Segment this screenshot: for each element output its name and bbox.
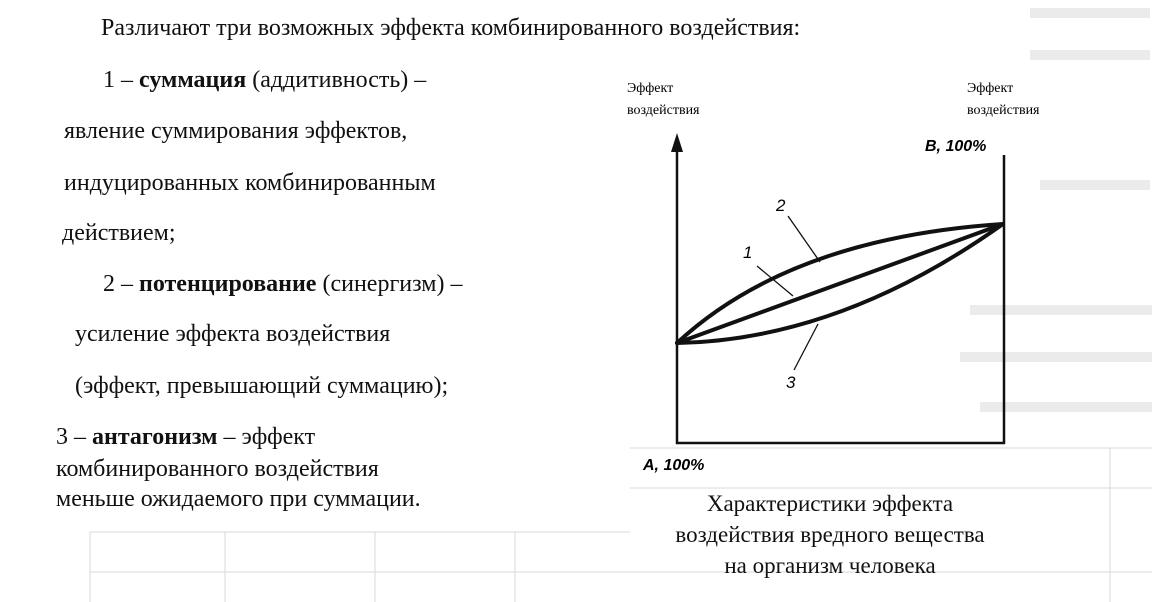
curve-1-summation	[677, 224, 1003, 343]
curve-1-label: 1	[743, 243, 753, 262]
item-1-line: явление суммирования эффектов,	[64, 118, 408, 144]
item-2-heading	[103, 270, 462, 298]
intro-text: Различают три возможных эффекта комбинированного воздействия:	[101, 15, 801, 41]
item-1-heading	[103, 66, 426, 94]
caption-line: Характеристики эффекта	[706, 491, 954, 516]
left-axis-arrowhead	[671, 133, 683, 152]
item-3-line: комбинированного воздействия	[56, 456, 379, 482]
curve-3-leader	[794, 324, 818, 370]
item-3-term: антагонизм	[92, 424, 218, 450]
figure-caption	[600, 488, 1060, 581]
item-3-rest: – эффект	[223, 424, 316, 450]
item-3-line: меньше ожидаемого при суммации.	[56, 486, 421, 512]
right-axis-label-line-1: Эффект	[967, 81, 1014, 96]
item-1-number: 1 –	[103, 67, 133, 93]
right-axis-label-line-2: воздействия	[967, 103, 1040, 118]
item-1-term: суммация	[139, 67, 247, 93]
left-axis-label-line-2: воздействия	[627, 103, 700, 118]
item-2-line: (эффект, превышающий суммацию);	[75, 373, 449, 399]
caption-line: на организм человека	[724, 553, 936, 578]
item-2-rest: (синергизм) –	[322, 271, 463, 297]
item-1-line: индуцированных комбинированным	[64, 170, 436, 196]
item-3-heading	[56, 423, 315, 451]
effect-diagram	[600, 70, 1070, 490]
item-3-number: 3 –	[56, 424, 86, 450]
item-1-line: действием;	[62, 220, 176, 246]
curve-3-label: 3	[786, 373, 796, 392]
label-b: B, 100%	[925, 138, 987, 155]
curve-2-label: 2	[776, 196, 786, 215]
item-1-rest: (аддитивность) –	[252, 67, 427, 93]
item-2-number: 2 –	[103, 271, 133, 297]
curve-2-leader	[788, 216, 820, 262]
left-axis-label-line-1: Эффект	[627, 81, 674, 96]
label-a: A, 100%	[643, 457, 705, 474]
item-2-line: усиление эффекта воздействия	[75, 321, 391, 347]
item-2-term: потенцирование	[139, 271, 317, 297]
caption-line: воздействия вредного вещества	[675, 522, 985, 547]
